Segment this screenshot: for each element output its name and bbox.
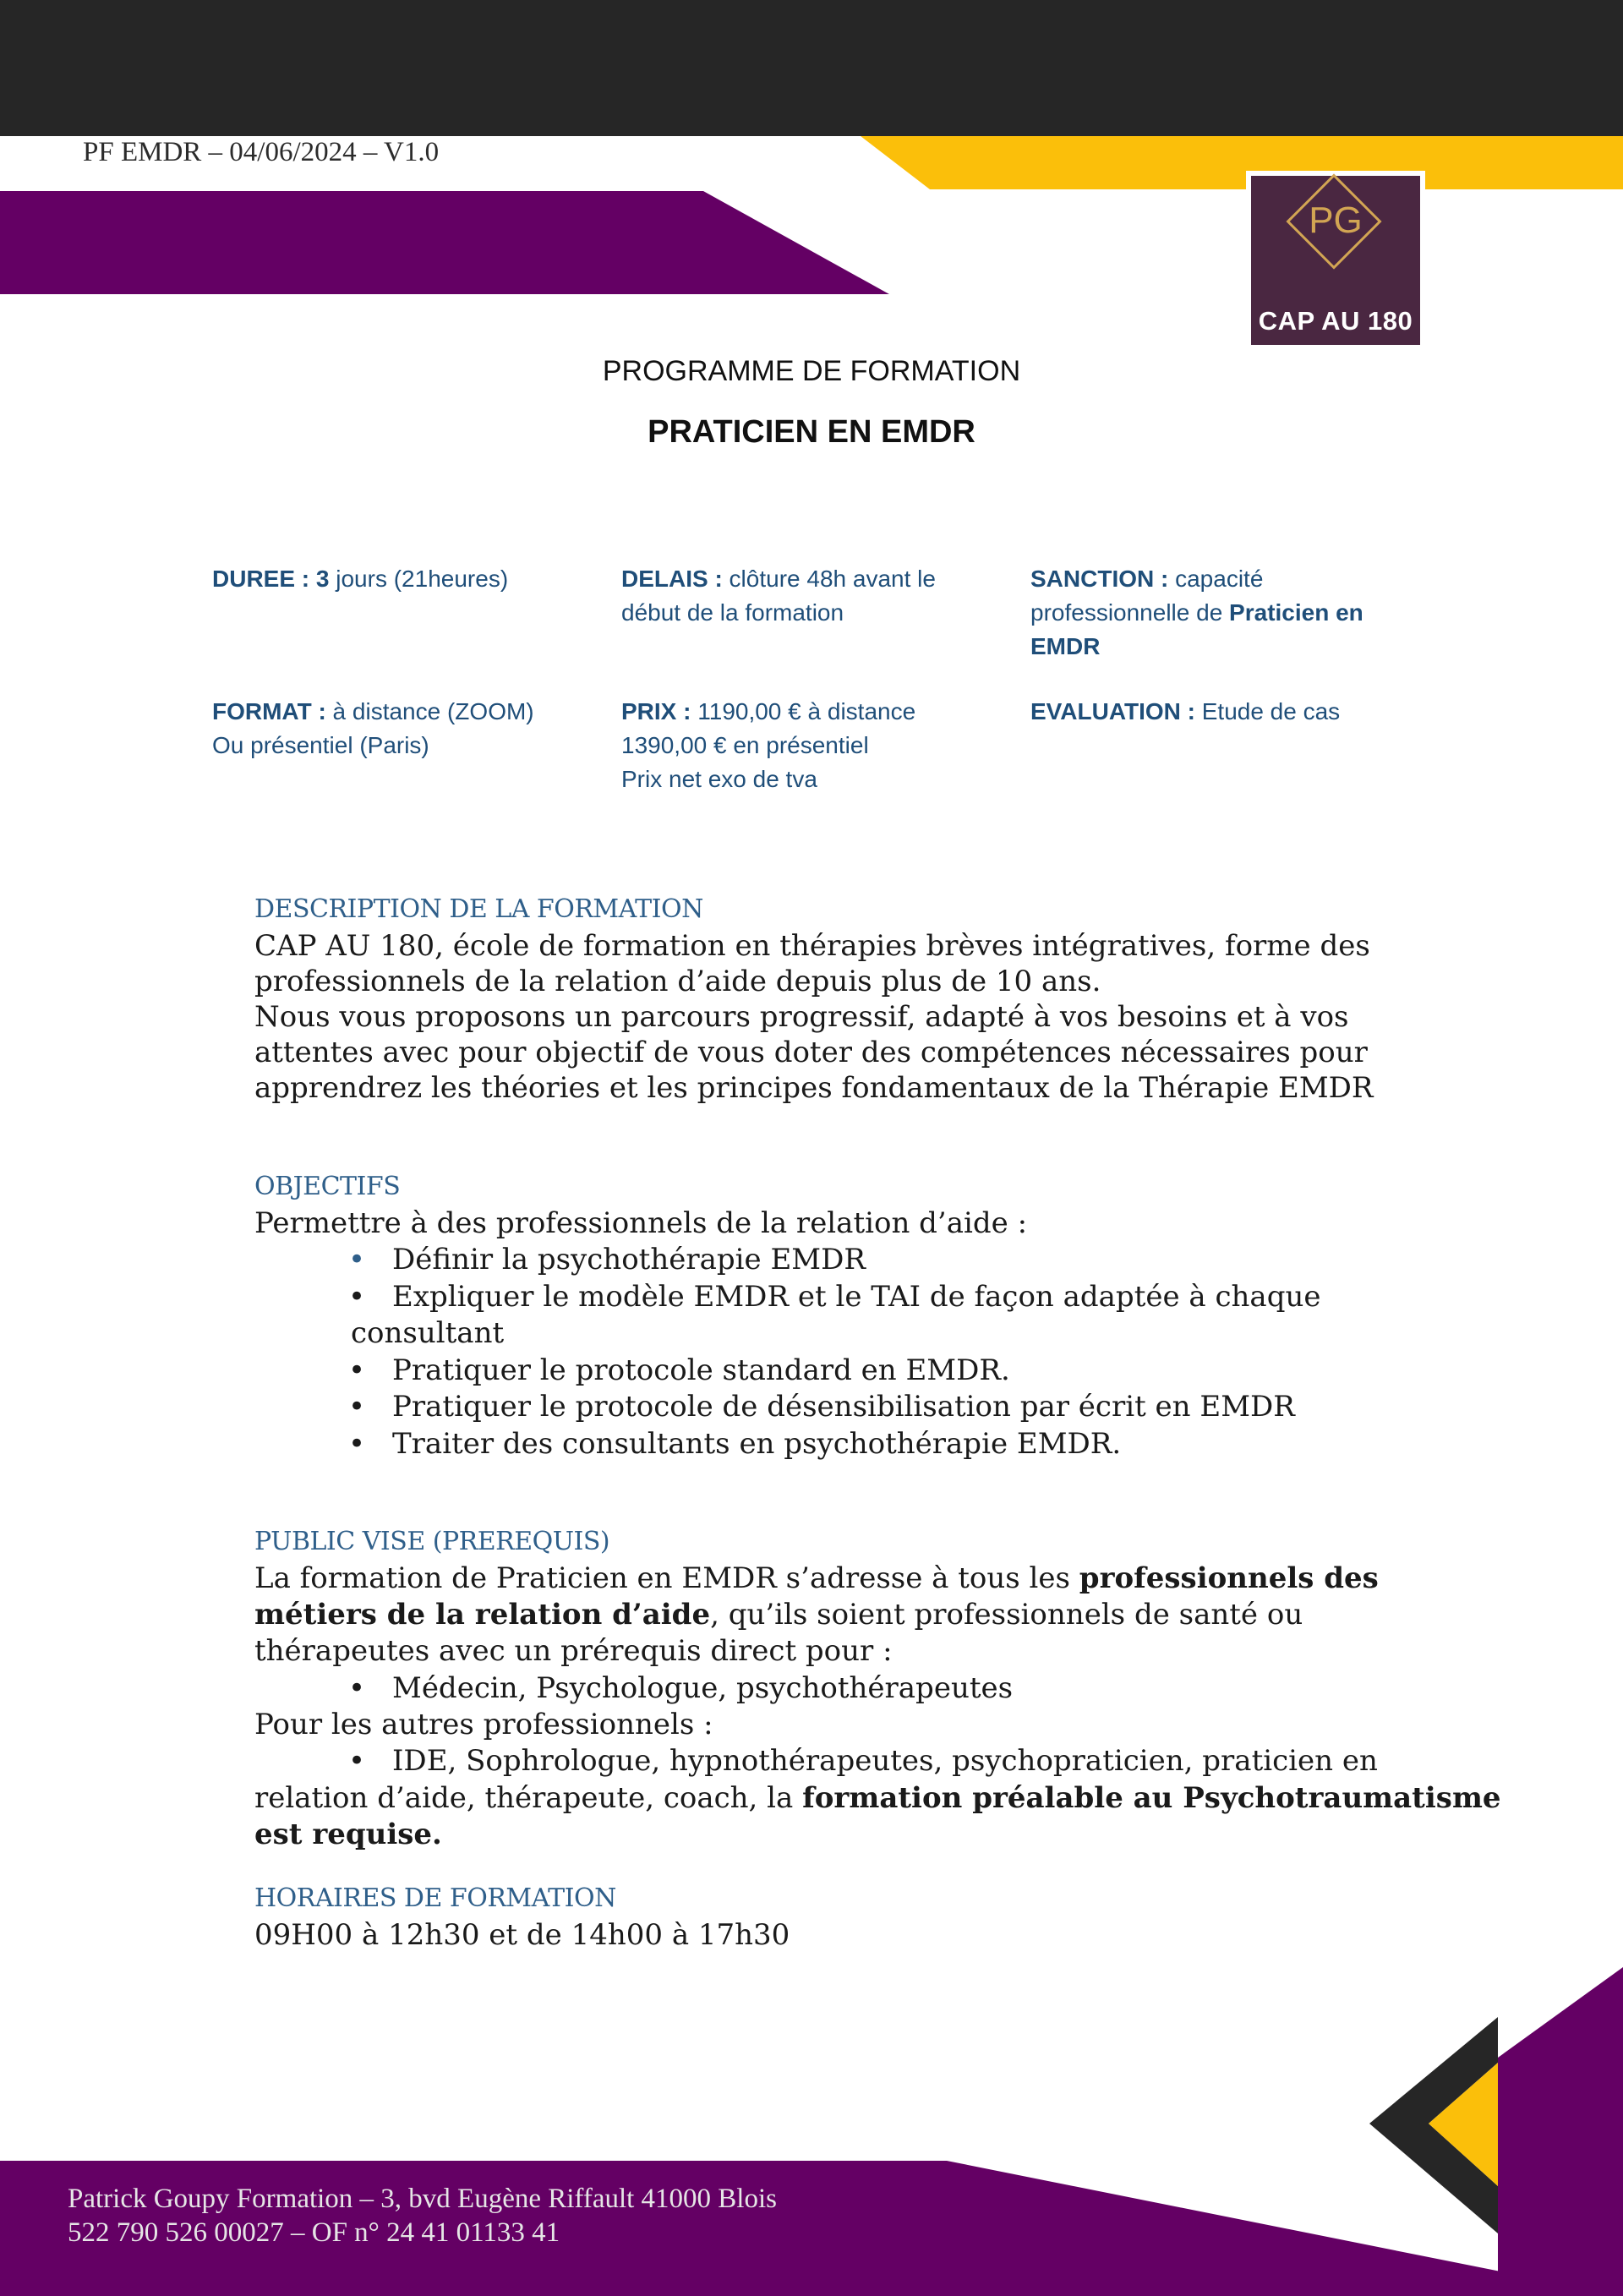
objectif-item: Définir la psychothérapie EMDR xyxy=(392,1243,866,1276)
public-heading: PUBLIC VISE (PREREQUIS) xyxy=(254,1527,610,1556)
prix-field xyxy=(621,695,915,796)
horaires-value: 09H00 à 12h30 et de 14h00 à 17h30 xyxy=(254,1918,790,1952)
header-yellow-shape xyxy=(861,136,1623,189)
public-bold-text: métiers de la relation d’aide xyxy=(254,1598,711,1632)
sanction-value-3: EMDR xyxy=(1030,633,1101,659)
logo-monogram: PG xyxy=(1309,200,1363,241)
objectif-item: Expliquer le modèle EMDR et le TAI de façon adaptée à chaque xyxy=(392,1280,1321,1314)
evaluation-field xyxy=(1030,695,1340,729)
description-line: apprendrez les théories et les principes fondamentaux de la Thérapie EMDR xyxy=(254,1071,1374,1105)
duree-label: DUREE : xyxy=(212,566,310,592)
description-line: CAP AU 180, école de formation en thérapies brèves intégratives, forme des xyxy=(254,929,1370,963)
bullet-icon: • xyxy=(348,1390,366,1424)
sanction-value-1: capacité xyxy=(1168,566,1264,592)
format-value-2: Ou présentiel (Paris) xyxy=(212,732,429,758)
duree-field xyxy=(212,562,508,596)
public-line-1 xyxy=(254,1561,1379,1596)
objectifs-intro: Permettre à des professionnels de la relation d’aide : xyxy=(254,1206,1028,1240)
public-text: La formation de Praticien en EMDR s’adresse à tous les xyxy=(254,1561,1079,1595)
logo-text: CAP AU 180 xyxy=(1258,306,1413,336)
bullet-icon: • xyxy=(348,1280,366,1314)
logo-background xyxy=(1251,176,1420,345)
sanction-field xyxy=(1030,562,1363,664)
bullet-icon: • xyxy=(348,1353,366,1387)
bullet-icon: • xyxy=(348,1671,366,1705)
duree-number: 3 xyxy=(315,566,330,592)
horaires-heading: HORAIRES DE FORMATION xyxy=(254,1883,616,1913)
description-line: attentes avec pour objectif de vous doter des compétences nécessaires pour xyxy=(254,1036,1368,1069)
public-text: relation d’aide, thérapeute, coach, la xyxy=(254,1781,803,1815)
footer-address xyxy=(68,2182,777,2250)
public-line-3: thérapeutes avec un prérequis direct pour : xyxy=(254,1634,893,1668)
objectif-item: Pratiquer le protocole standard en EMDR. xyxy=(392,1353,1010,1387)
public-line-2 xyxy=(254,1597,1303,1632)
bullet-icon: • xyxy=(348,1744,366,1778)
page-subtitle: PRATICIEN EN EMDR xyxy=(648,414,975,450)
evaluation-label: EVALUATION : xyxy=(1030,698,1195,724)
footer-line-2: 522 790 526 00027 – OF n° 24 41 01133 41 xyxy=(68,2217,560,2248)
bullet-icon: • xyxy=(348,1427,366,1461)
public-text: , qu’ils soient professionnels de santé ou xyxy=(710,1598,1303,1632)
public-bullet-1: Médecin, Psychologue, psychothérapeutes xyxy=(392,1671,1014,1705)
prix-label: PRIX : xyxy=(621,698,691,724)
header-purple-shape xyxy=(0,191,889,294)
public-line-7 xyxy=(254,1780,1501,1816)
objectif-item: Traiter des consultants en psychothérapie EMDR. xyxy=(392,1427,1122,1461)
sanction-value-2b: Praticien en xyxy=(1229,599,1363,626)
prix-value-2: 1390,00 € en présentiel xyxy=(621,732,869,758)
description-line: Nous vous proposons un parcours progressif, adapté à vos besoins et à vos xyxy=(254,1000,1349,1034)
public-line-5: Pour les autres professionnels : xyxy=(254,1708,713,1741)
sanction-label: SANCTION : xyxy=(1030,566,1169,592)
public-line-8: est requise. xyxy=(254,1818,442,1851)
document-reference: PF EMDR – 04/06/2024 – V1.0 xyxy=(83,137,440,167)
bullet-icon: • xyxy=(348,1243,366,1276)
public-bullet-2: IDE, Sophrologue, hypnothérapeutes, psychopraticien, praticien en xyxy=(392,1744,1378,1778)
duree-value: jours (21heures) xyxy=(329,566,509,592)
objectif-item-continuation: consultant xyxy=(351,1316,505,1350)
prix-value-1: 1190,00 € à distance xyxy=(691,698,916,724)
cap-au-180-logo xyxy=(1246,171,1425,350)
objectifs-heading: OBJECTIFS xyxy=(254,1172,401,1201)
description-line: professionnels de la relation d’aide depuis plus de 10 ans. xyxy=(254,965,1101,998)
corner-purple-shape xyxy=(1498,1967,1623,2296)
evaluation-value: Etude de cas xyxy=(1194,698,1341,724)
public-bold-text: professionnels des xyxy=(1079,1561,1379,1595)
delais-value-1: clôture 48h avant le xyxy=(722,566,936,592)
format-field xyxy=(212,695,534,763)
format-label: FORMAT : xyxy=(212,698,326,724)
format-value-1: à distance (ZOOM) xyxy=(325,698,534,724)
delais-label: DELAIS : xyxy=(621,566,723,592)
prix-value-3: Prix net exo de tva xyxy=(621,766,817,792)
public-bold-text: formation préalable au Psychotraumatisme xyxy=(802,1781,1501,1815)
description-text xyxy=(254,928,1374,1106)
objectif-item: Pratiquer le protocole de désensibilisation par écrit en EMDR xyxy=(392,1390,1295,1424)
page-title: PROGRAMME DE FORMATION xyxy=(602,355,1021,387)
delais-field xyxy=(621,562,936,630)
description-heading: DESCRIPTION DE LA FORMATION xyxy=(254,894,703,924)
sanction-value-2a: professionnelle de xyxy=(1030,599,1230,626)
delais-value-2: début de la formation xyxy=(621,599,844,626)
footer-line-1: Patrick Goupy Formation – 3, bvd Eugène Riffault 41000 Blois xyxy=(68,2184,777,2214)
